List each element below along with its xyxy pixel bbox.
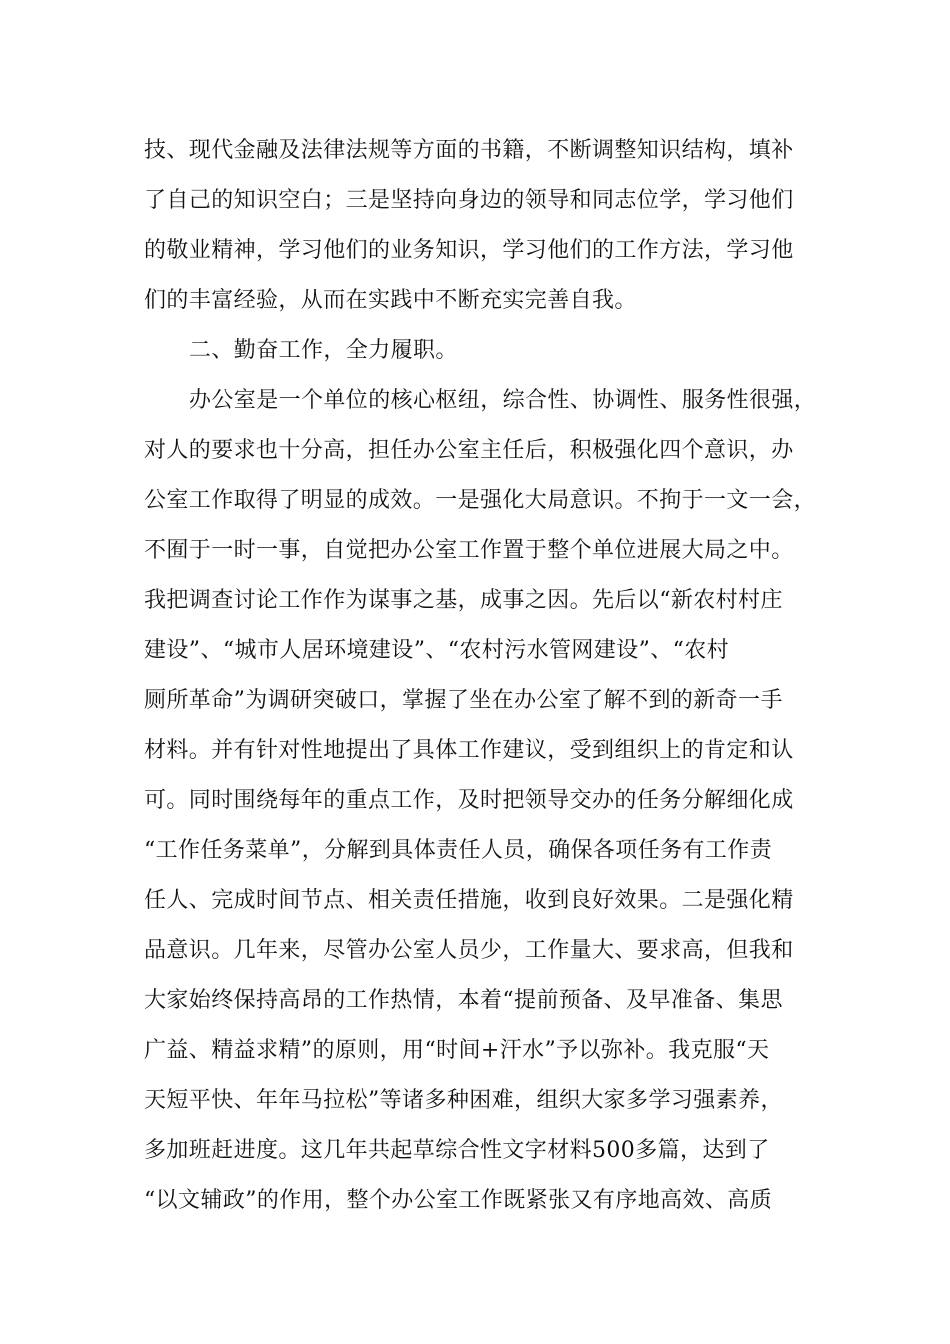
body-text-line: 可。同时围绕每年的重点工作，及时把领导交办的任务分解细化成 xyxy=(144,788,794,813)
body-text-line: 了自己的知识空白；三是坚持向身边的领导和同志位学，学习他们 xyxy=(144,188,794,213)
body-text-line: 公室工作取得了明显的成效。一是强化大局意识。不拘于一文一会， xyxy=(144,488,817,513)
body-text-line: 的敬业精神，学习他们的业务知识，学习他们的工作方法，学习他 xyxy=(144,238,794,263)
body-text-line: 办公室是一个单位的核心枢纽，综合性、协调性、服务性很强， xyxy=(189,388,817,413)
body-text-line: 品意识。几年来，尽管办公室人员少，工作量大、要求高，但我和 xyxy=(144,938,794,963)
body-text-line: 技、现代金融及法律法规等方面的书籍，不断调整知识结构，填补 xyxy=(144,138,794,163)
body-text-line: 对人的要求也十分高，担任办公室主任后，积极强化四个意识，办 xyxy=(144,438,794,463)
body-text-line: 们的丰富经验，从而在实践中不断充实完善自我。 xyxy=(144,288,637,313)
body-text-line: 厕所革命”为调研突破口，掌握了坐在办公室了解不到的新奇一手 xyxy=(144,688,783,713)
body-text-line: “以文辅政”的作用，整个办公室工作既紧张又有序地高效、高质 xyxy=(144,1188,773,1213)
section-heading: 二、勤奋工作，全力履职。 xyxy=(189,338,458,363)
body-text-line: 天短平快、年年马拉松”等诸多种困难，组织大家多学习强素养， xyxy=(144,1088,783,1113)
body-text-line: 多加班赶进度。这几年共起草综合性文字材料500多篇，达到了 xyxy=(144,1138,770,1163)
body-text-line: 任人、完成时间节点、相关责任措施，收到良好效果。二是强化精 xyxy=(144,888,794,913)
body-text-line: 建设”、“城市人居环境建设”、“农村污水管网建设”、“农村 xyxy=(144,638,730,663)
body-text-line: 材料。并有针对性地提出了具体工作建议，受到组织上的肯定和认 xyxy=(144,738,794,763)
body-text-line: 不囿于一时一事，自觉把办公室工作置于整个单位进展大局之中。 xyxy=(144,538,794,563)
body-text-line: 大家始终保持高昂的工作热情，本着“提前预备、及早准备、集思 xyxy=(144,988,783,1013)
body-text-line: 广益、精益求精”的原则，用“时间+汗水”予以弥补。我克服“天 xyxy=(144,1038,770,1063)
body-text-line: 我把调查讨论工作作为谋事之基，成事之因。先后以“新农村村庄 xyxy=(144,588,783,613)
body-text-line: “工作任务菜单”，分解到具体责任人员，确保各项任务有工作责 xyxy=(144,838,773,863)
